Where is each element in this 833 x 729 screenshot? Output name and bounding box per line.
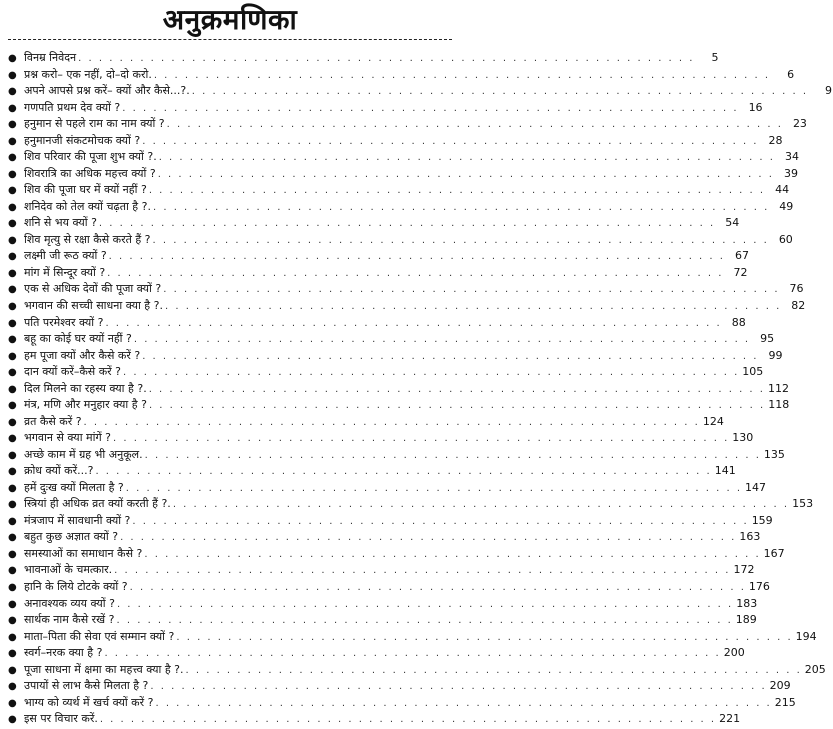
bullet-icon: ● (8, 615, 17, 627)
dot-leader: . . . . . . . . . . . . . . . . . . . . . . . . . . . . . . . . . . . . . . . . . . . . . . . . . . . . . . . . . . . . (95, 466, 712, 478)
dot-leader: . . . . . . . . . . . . . . . . . . . . . . . . . . . . . . . . . . . . . . . . . . . . . . . . . . . . . . . . . . . . (108, 251, 725, 263)
dot-leader: . . . . . . . . . . . . . . . . . . . . . . . . . . . . . . . . . . . . . . . . . . . . . . . . . . . . . . . . . . . . (172, 499, 790, 511)
toc-entry-label: व्रत कैसे करें ? (24, 414, 82, 428)
dot-leader: . . . . . . . . . . . . . . . . . . . . . . . . . . . . . . . . . . . . . . . . . . . . . . . . . . . . . . . . . . . . (152, 201, 770, 213)
toc-entry (8, 711, 741, 728)
bullet-icon: ● (8, 383, 17, 395)
toc-entry-page: 16 (748, 100, 763, 114)
toc-entry (8, 562, 755, 579)
toc-entry-label: सार्थक नाम कैसे रखें ? (24, 613, 115, 627)
bullet-icon: ● (8, 267, 17, 279)
toc-entry-page: 34 (784, 150, 799, 164)
toc-entry-page: 67 (734, 249, 749, 263)
bullet-icon: ● (8, 681, 17, 693)
bullet-icon: ● (8, 582, 17, 593)
dot-leader: . . . . . . . . . . . . . . . . . . . . . . . . . . . . . . . . . . . . . . . . . . . . . . . . . . . . . . . . . . . . (125, 482, 743, 494)
bullet-icon: ● (8, 433, 17, 445)
toc-entry (8, 166, 798, 183)
dot-leader: . . . . . . . . . . . . . . . . . . . . . . . . . . . . . . . . . . . . . . . . . . . . . . . . . . . . . . . . . . . . (123, 367, 740, 379)
toc-entry-label: दिल मिलने का रहस्य क्या है ?. (24, 381, 147, 395)
toc-entry-label: अपने आपसे प्रश्न करें– क्यों और कैसे...?. (24, 84, 190, 98)
dot-leader: . . . . . . . . . . . . . . . . . . . . . . . . . . . . . . . . . . . . . . . . . . . . . . . . . . . . . . . . . . . . (176, 631, 793, 643)
toc-entry-page: 118 (768, 398, 790, 412)
toc-entry-label: भगवान से क्या मांगें ? (24, 431, 111, 445)
dot-leader: . . . . . . . . . . . . . . . . . . . . . . . . . . . . . . . . . . . . . . . . . . . . . . . . . . . . . . . . . . . . (157, 168, 774, 180)
toc-entry (8, 232, 793, 249)
toc-entry-label: भगवान की सच्ची साधना क्या है ?. (24, 298, 163, 312)
toc-entry-label: क्रोध क्यों करें...? (24, 464, 94, 478)
dot-leader: . . . . . . . . . . . . . . . . . . . . . . . . . . . . . . . . . . . . . . . . . . . . . . . . . . . . . . . . . . . . (142, 135, 759, 147)
dot-leader: . . . . . . . . . . . . . . . . . . . . . . . . . . . . . . . . . . . . . . . . . . . . . . . . . . . . . . . . . . . . (83, 416, 700, 428)
dot-leader: . . . . . . . . . . . . . . . . . . . . . . . . . . . . . . . . . . . . . . . . . . . . . . . . . . . . . . . . . . . . (152, 234, 769, 246)
toc-entry-label: दान क्यों करें–कैसे करें ? (24, 365, 122, 379)
bullet-icon: ● (8, 515, 17, 527)
page-title: अनुक्रमणिका (162, 3, 298, 36)
bullet-icon: ● (8, 350, 17, 362)
toc-entry-label: उपायों से लाभ कैसे मिलता है ? (24, 679, 149, 693)
toc-entry-label: शनिदेव को तेल क्यों चढ़ता है ?. (24, 199, 151, 213)
toc-entry-page: 105 (742, 365, 764, 379)
dot-leader: . . . . . . . . . . . . . . . . . . . . . . . . . . . . . . . . . . . . . . . . . . . . . . . . . . . . . . . . . . . . (163, 284, 780, 296)
bullet-icon: ● (8, 532, 17, 544)
dot-leader: . . . . . . . . . . . . . . . . . . . . . . . . . . . . . . . . . . . . . . . . . . . . . . . . . . . . . . . . . . . . (142, 350, 759, 362)
toc-entry (8, 215, 740, 232)
toc-entry (8, 149, 799, 166)
toc-entry (8, 695, 796, 712)
toc-entry-label: भावनाओं के चमत्कार. (24, 563, 113, 577)
toc-entry (8, 133, 783, 150)
toc-entry (8, 397, 790, 414)
bullet-icon: ● (8, 119, 17, 131)
toc-entry-label: शिवरात्रि का अधिक महत्त्व क्यों ? (24, 166, 156, 180)
toc-entry-page: 95 (760, 332, 775, 346)
toc-entry-page: 172 (733, 563, 755, 577)
toc-entry (8, 629, 817, 646)
toc-entry-label: पूजा साधना में क्षमा का महत्त्व क्या है ?. (24, 662, 184, 676)
bullet-icon: ● (8, 284, 17, 296)
toc-entry-page: 209 (769, 679, 791, 693)
bullet-icon: ● (8, 317, 17, 329)
toc-entry-page: 153 (792, 497, 814, 511)
bullet-icon: ● (8, 135, 17, 147)
toc-entry (8, 83, 833, 100)
toc-list (8, 50, 833, 728)
toc-entry (8, 265, 748, 282)
toc-entry (8, 67, 795, 84)
toc-entry-label: हानि के लिये टोटके क्यों ? (24, 580, 128, 593)
toc-entry-page: 72 (733, 265, 748, 279)
bullet-icon: ● (8, 69, 17, 81)
toc-entry-page: 215 (774, 695, 796, 709)
bullet-icon: ● (8, 664, 17, 676)
toc-entry-label: विनम्र निवेदन (24, 51, 77, 64)
bullet-icon: ● (8, 714, 17, 726)
bullet-icon: ● (8, 152, 17, 164)
bullet-icon: ● (8, 334, 17, 346)
toc-entry-page: 124 (702, 414, 724, 428)
bullet-icon: ● (8, 86, 17, 98)
toc-entry-label: एक से अधिक देवों की पूजा क्यों ? (24, 282, 162, 296)
bullet-icon: ● (8, 367, 17, 379)
bullet-icon: ● (8, 548, 17, 560)
toc-entry (8, 463, 736, 480)
toc-entry-page: 76 (789, 282, 804, 296)
toc-entry-label: मांग में सिन्दूर क्यों ? (24, 265, 106, 279)
toc-entry (8, 414, 724, 431)
toc-entry-page: 82 (791, 298, 806, 312)
dot-leader: . . . . . . . . . . . . . . . . . . . . . . . . . . . . . . . . . . . . . . . . . . . . . . . . . . . . . . . . . . . . (166, 119, 783, 131)
toc-entry-page: 39 (783, 166, 798, 180)
toc-entry-label: पति परमेश्वर क्यों ? (24, 315, 104, 329)
toc-entry (8, 645, 745, 662)
dot-leader: . . . . . . . . . . . . . . . . . . . . . . . . . . . . . . . . . . . . . . . . . . . . . . . . . . . . . . . . . . . . (107, 267, 724, 279)
toc-entry-label: हम पूजा क्यों और कैसे करें ? (24, 348, 141, 362)
toc-entry (8, 480, 767, 497)
toc-entry-page: 112 (767, 381, 789, 395)
dot-leader: . . . . . . . . . . . . . . . . . . . . . . . . . . . . . . . . . . . . . . . . . . . . . . . . . . . . . . . . . . . . (153, 69, 771, 81)
toc-entry (8, 662, 826, 679)
dot-leader: . . . . . . . . . . . . . . . . . . . . . . . . . . . . . . . . . . . . . . . . . . . . . . . . . . . . . . . . . . . . (132, 515, 749, 527)
toc-entry (8, 331, 775, 348)
toc-entry-page: 194 (795, 629, 817, 643)
bullet-icon: ● (8, 697, 17, 709)
dot-leader: . . . . . . . . . . . . . . . . . . . . . . . . . . . . . . . . . . . . . . . . . . . . . . . . . . . . . . . . . . . . (155, 697, 772, 709)
dot-leader: . . . . . . . . . . . . . . . . . . . . . . . . . . . . . . . . . . . . . . . . . . . . . . . . . . . . . . . . . . . . (99, 714, 717, 726)
dot-leader: . . . . . . . . . . . . . . . . . . . . . . . . . . . . . . . . . . . . . . . . . . . . . . . . . . . . . . . . . . . . (105, 317, 722, 329)
toc-entry-page: 141 (714, 464, 736, 478)
bullet-icon: ● (8, 102, 17, 114)
dot-leader: . . . . . . . . . . . . . . . . . . . . . . . . . . . . . . . . . . . . . . . . . . . . . . . . . . . . . . . . . . . . (120, 532, 737, 544)
toc-entry (8, 348, 783, 365)
toc-entry-page: 130 (732, 431, 754, 445)
dot-leader: . . . . . . . . . . . . . . . . . . . . . . . . . . . . . . . . . . . . . . . . . . . . . . . . . . . . . . . . . . . . (148, 400, 766, 412)
toc-entry-page: 54 (725, 216, 740, 230)
toc-entry-label: स्वर्ग–नरक क्या है ? (24, 646, 103, 660)
title-divider (8, 39, 452, 40)
toc-entry-page: 49 (779, 199, 794, 213)
toc-entry-label: अच्छे काम में ग्रह भी अनुकूल. (24, 447, 143, 461)
toc-entry-label: गणपति प्रथम देव क्यों ? (24, 100, 121, 114)
toc-entry (8, 529, 761, 546)
toc-entry-label: मंत्र, मणि और मनुहार क्या है ? (24, 398, 147, 412)
toc-entry-label: बहुत कुछ अज्ञात क्यों ? (24, 530, 119, 544)
toc-entry-label: हनुमानजी संकटमोचक क्यों ? (24, 133, 141, 147)
toc-entry-label: लक्ष्मी जी रूठ क्यों ? (24, 249, 107, 263)
dot-leader: . . . . . . . . . . . . . . . . . . . . . . . . . . . . . . . . . . . . . . . . . . . . . . . . . . . . . . . . . . . . (104, 648, 721, 660)
toc-entry-label: बहू का कोई घर क्यों नहीं ? (24, 332, 132, 346)
toc-entry-label: शिव की पूजा घर में क्यों नहीं ? (24, 183, 147, 197)
toc-entry (8, 381, 789, 398)
bullet-icon: ● (8, 631, 17, 643)
dot-leader: . . . . . . . . . . . . . . . . . . . . . . . . . . . . . . . . . . . . . . . . . . . . . . . . . . . . . . . . . . . . (113, 433, 730, 445)
bullet-icon: ● (8, 449, 17, 461)
toc-entry-label: शिव परिवार की पूजा शुभ क्यों ?. (24, 150, 157, 164)
toc-entry (8, 50, 719, 67)
toc-entry (8, 298, 806, 315)
toc-entry-page: 167 (763, 546, 785, 560)
toc-entry (8, 315, 746, 332)
bullet-icon: ● (8, 648, 17, 660)
bullet-icon: ● (8, 565, 17, 577)
toc-entry (8, 116, 807, 133)
toc-entry-page: 205 (804, 662, 826, 676)
toc-entry-label: स्त्रियां ही अधिक व्रत क्यों करती हैं ?. (24, 497, 171, 511)
toc-entry (8, 496, 814, 513)
bullet-icon: ● (8, 218, 17, 230)
dot-leader: . . . . . . . . . . . . . . . . . . . . . . . . . . . . . . . . . . . . . . . . . . . . . . . . . . . . . . . . . . . . (114, 565, 731, 577)
toc-entry-page: 60 (778, 232, 793, 246)
toc-entry-label: शनि से भय क्यों ? (24, 216, 97, 230)
bullet-icon: ● (8, 234, 17, 246)
toc-entry-page: 6 (787, 67, 795, 81)
toc-entry-page: 44 (775, 183, 790, 197)
toc-entry-page: 88 (731, 315, 746, 329)
toc-entry (8, 199, 794, 216)
bullet-icon: ● (8, 482, 17, 494)
bullet-icon: ● (8, 251, 17, 263)
bullet-icon: ● (8, 201, 17, 213)
dot-leader: . . . . . . . . . . . . . . . . . . . . . . . . . . . . . . . . . . . . . . . . . . . . . . . . . . . . . . . . . . . . (148, 383, 765, 395)
toc-entry (8, 447, 785, 464)
dot-leader: . . . . . . . . . . . . . . . . . . . . . . . . . . . . . . . . . . . . . . . . . . . . . . . . . . . . . . . . . . . . (129, 582, 746, 593)
toc-entry-page: 163 (739, 530, 761, 544)
toc-entry-label: भाग्य को व्यर्थ में खर्च क्यों करें ? (24, 695, 154, 709)
dot-leader: . . . . . . . . . . . . . . . . . . . . . . . . . . . . . . . . . . . . . . . . . . . . . . . . . . . . . . . . . . . . (133, 334, 751, 346)
dot-leader: . . . . . . . . . . . . . . . . . . . . . . . . . . . . . . . . . . . . . . . . . . . . . . . . . . . . . . . . . . . . (98, 218, 716, 230)
toc-entry-page: 28 (768, 133, 783, 147)
toc-entry-page: 5 (711, 51, 719, 64)
toc-entry-label: हनुमान से पहले राम का नाम क्यों ? (24, 117, 165, 131)
toc-entry-label: माता–पिता की सेवा एवं सम्मान क्यों ? (24, 629, 175, 643)
dot-leader: . . . . . . . . . . . . . . . . . . . . . . . . . . . . . . . . . . . . . . . . . . . . . . . . . . . . . . . . . . . . (148, 185, 766, 197)
toc-entry-label: प्रश्न करो– एक नहीं, दो–दो करो. (24, 67, 152, 81)
toc-entry-page: 99 (768, 348, 783, 362)
toc-entry-page: 147 (745, 480, 767, 494)
bullet-icon: ● (8, 466, 17, 478)
toc-entry (8, 430, 754, 447)
toc-entry-page: 135 (763, 447, 785, 461)
toc-entry-page: 183 (736, 596, 758, 610)
toc-entry (8, 364, 764, 381)
bullet-icon: ● (8, 53, 17, 64)
toc-entry (8, 579, 770, 596)
bullet-icon: ● (8, 300, 17, 312)
toc-entry (8, 281, 804, 298)
dot-leader: . . . . . . . . . . . . . . . . . . . . . . . . . . . . . . . . . . . . . . . . . . . . . . . . . . . . . . . . . . . . (191, 86, 809, 98)
dot-leader: . . . . . . . . . . . . . . . . . . . . . . . . . . . . . . . . . . . . . . . . . . . . . . . . . . . . . . . . . . . . (144, 449, 761, 461)
toc-entry (8, 596, 758, 613)
toc-entry-page: 9 (825, 84, 833, 98)
toc-entry (8, 546, 785, 563)
toc-entry-label: शिव मृत्यु से रक्षा कैसे करते हैं ? (24, 232, 151, 246)
dot-leader: . . . . . . . . . . . . . . . . . . . . . . . . . . . . . . . . . . . . . . . . . . . . . . . . . . . . . . . . . . . . (116, 615, 733, 627)
dot-leader: . . . . . . . . . . . . . . . . . . . . . . . . . . . . . . . . . . . . . . . . . . . . . . . . . . . . . . . . . . . . (158, 152, 775, 164)
bullet-icon: ● (8, 416, 17, 428)
toc-entry (8, 182, 790, 199)
toc-entry-page: 176 (748, 580, 770, 593)
bullet-icon: ● (8, 499, 17, 511)
toc-entry-page: 23 (792, 117, 807, 131)
toc-entry (8, 612, 757, 629)
dot-leader: . . . . . . . . . . . . . . . . . . . . . . . . . . . . . . . . . . . . . . . . . . . . . . . . . . . . . . . . . . . . (78, 53, 695, 64)
dot-leader: . . . . . . . . . . . . . . . . . . . . . . . . . . . . . . . . . . . . . . . . . . . . . . . . . . . . . . . . . . . . (164, 300, 782, 312)
bullet-icon: ● (8, 598, 17, 610)
toc-entry-label: हमें दुःख क्यों मिलता है ? (24, 480, 124, 494)
dot-leader: . . . . . . . . . . . . . . . . . . . . . . . . . . . . . . . . . . . . . . . . . . . . . . . . . . . . . . . . . . . . (116, 598, 734, 610)
bullet-icon: ● (8, 185, 17, 197)
toc-entry-label: इस पर विचार करें. (24, 712, 98, 726)
toc-entry-label: समस्याओं का समाधान कैसे ? (24, 546, 143, 560)
toc-entry (8, 100, 763, 117)
bullet-icon: ● (8, 400, 17, 412)
toc-entry-label: मंत्रजाप में सावधानी क्यों ? (24, 513, 131, 527)
toc-entry (8, 513, 773, 530)
bullet-icon: ● (8, 168, 17, 180)
toc-entry-label: अनावश्यक व्यय क्यों ? (24, 596, 115, 610)
toc-entry (8, 678, 791, 695)
dot-leader: . . . . . . . . . . . . . . . . . . . . . . . . . . . . . . . . . . . . . . . . . . . . . . . . . . . . . . . . . . . . (150, 681, 767, 693)
dot-leader: . . . . . . . . . . . . . . . . . . . . . . . . . . . . . . . . . . . . . . . . . . . . . . . . . . . . . . . . . . . . (144, 548, 761, 560)
toc-entry-page: 189 (735, 613, 757, 627)
dot-leader: . . . . . . . . . . . . . . . . . . . . . . . . . . . . . . . . . . . . . . . . . . . . . . . . . . . . . . . . . . . . (122, 102, 739, 114)
toc-entry-page: 200 (723, 646, 745, 660)
dot-leader: . . . . . . . . . . . . . . . . . . . . . . . . . . . . . . . . . . . . . . . . . . . . . . . . . . . . . . . . . . . . (185, 664, 802, 676)
toc-entry-page: 159 (751, 513, 773, 527)
toc-entry-page: 221 (719, 712, 741, 726)
toc-entry (8, 248, 749, 265)
